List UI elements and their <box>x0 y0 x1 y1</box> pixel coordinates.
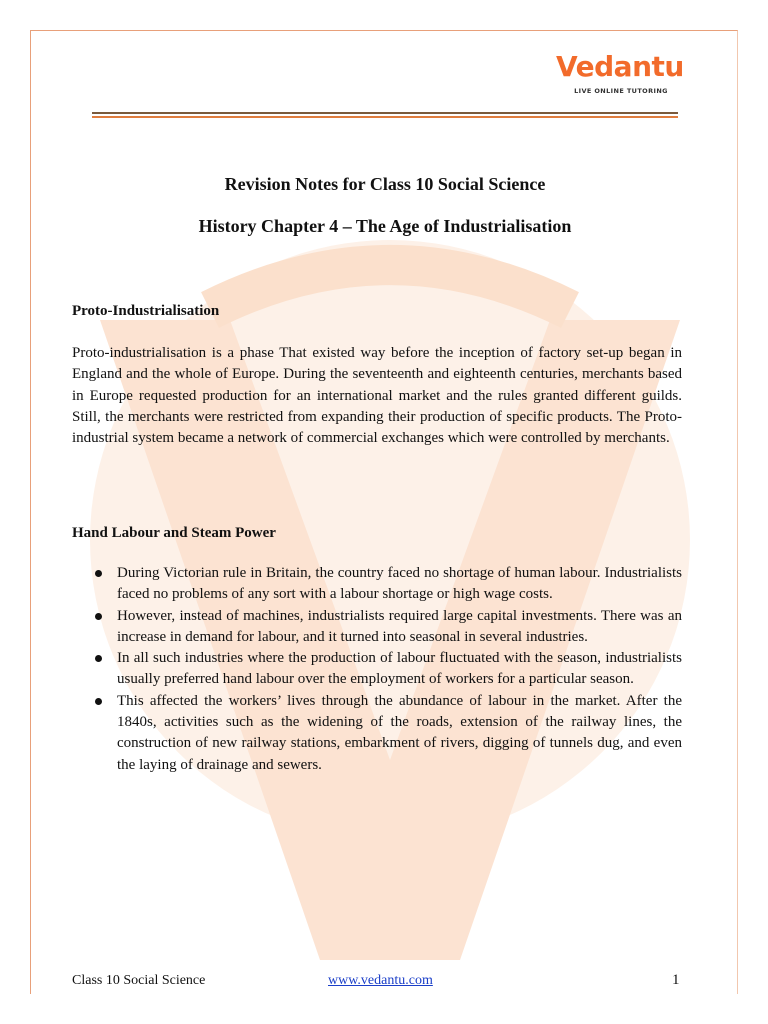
list-item-text: This affected the workers’ lives through the abundance of labour in the market. After the 1840s, activities such as the widening of the roads, extension of the railway lines, the construction of new railway stations, embarkment of rivers, digging of tunnels dug, and even the laying of drainage and sewers. <box>117 692 682 773</box>
bullet-icon <box>95 655 102 662</box>
list-item <box>72 563 682 606</box>
footer-website-link[interactable]: www.vedantu.com <box>328 973 433 988</box>
list-item <box>72 691 682 776</box>
section-heading-hand-labour: Hand Labour and Steam Power <box>72 525 276 541</box>
header-rule-dark <box>92 112 678 114</box>
bullet-icon <box>95 613 102 620</box>
footer-subject: Class 10 Social Science <box>72 973 206 988</box>
document-title: Revision Notes for Class 10 Social Science <box>224 174 546 194</box>
bullet-icon <box>95 570 102 577</box>
vedantu-logo[interactable] <box>556 50 684 100</box>
list-item <box>72 648 682 691</box>
section-heading-proto-industrialisation: Proto-Industrialisation <box>72 303 220 319</box>
section-paragraph: Proto-industrialisation is a phase That existed way before the inception of factory set-up began in England and the whole of Europe. During the seventeenth and eighteenth centuries, merchants based in Europe requested production for an international market and the rules granted different guilds. Still, the merchants were restricted from expanding their production of specific products. The Proto-industrial system became a network of commercial exchanges which were controlled by merchants. <box>72 345 682 447</box>
logo-tagline: LIVE ONLINE TUTORING <box>574 87 668 95</box>
list-item-text: However, instead of machines, industrialists required large capital investments. There was an increase in demand for labour, and it turned into seasonal in several industries. <box>117 607 682 645</box>
bullet-list <box>72 563 682 776</box>
header-rule-orange <box>92 116 678 118</box>
list-item <box>72 606 682 649</box>
logo-wordmark: Vedantu <box>556 50 684 83</box>
list-item-text: In all such industries where the production of labour fluctuated with the season, industrialists usually preferred hand labour over the employment of workers for a particular season. <box>117 650 682 688</box>
list-item-text: During Victorian rule in Britain, the country faced no shortage of human labour. Industrialists faced no problems of any sort with a labour shortage or high wage costs. <box>117 565 682 603</box>
page-number: 1 <box>672 972 680 988</box>
chapter-title: History Chapter 4 – The Age of Industrialisation <box>198 216 572 236</box>
bullet-icon <box>95 698 102 705</box>
